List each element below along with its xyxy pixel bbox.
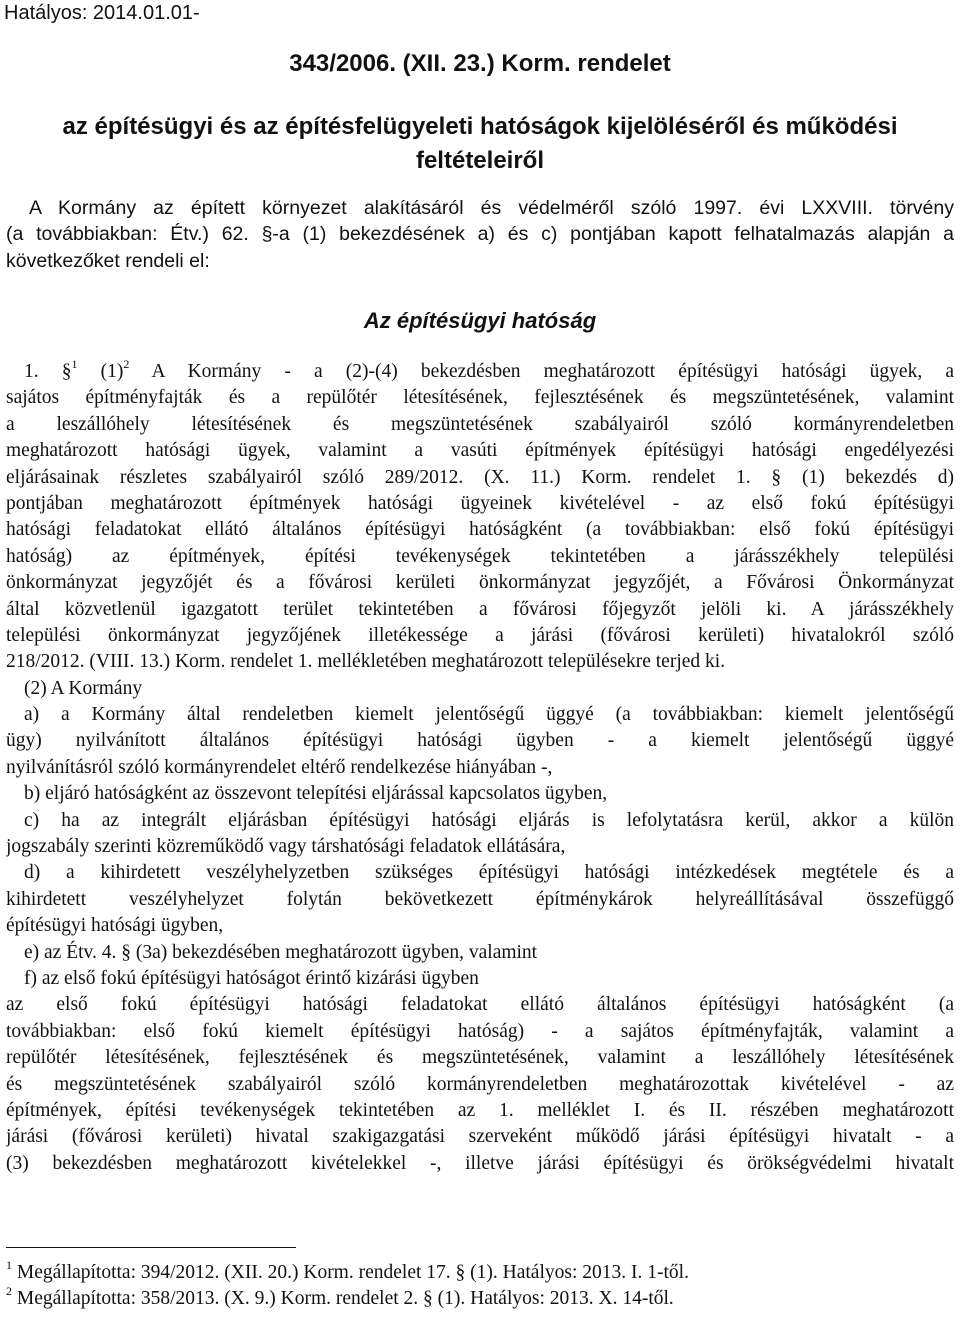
text-line: pontjában meghatározott építmények hatósági ügyeinek kivételével - az első fokú építésügyi: [6, 492, 954, 514]
preamble: [6, 196, 954, 275]
text-line: kihirdetett veszélyhelyzet folytán bekövetkezett építménykárok helyreállításával összefüggő: [6, 888, 954, 910]
text-line: továbbiakban: első fokú kiemelt építésügyi hatóság) - a sajátos építményfajták, valamint a: [6, 1020, 954, 1042]
preamble-line: (a továbbiakban: Étv.) 62. §-a (1) bekezdésének a) és c) pontjában kapott felhatalmazás alapján a: [6, 223, 954, 246]
text-line: építmények, építési tevékenységek tekintetében az 1. melléklet I. és II. részében meghatározott: [6, 1099, 954, 1121]
text-line: 218/2012. (VIII. 13.) Korm. rendelet 1. mellékletében meghatározott településekre terjed ki.: [6, 651, 726, 673]
footnotes: [6, 1260, 954, 1312]
text-line: járási (fővárosi kerületi) hivatal szakigazgatási szerveként működő járási építésügyi hivatalt - a: [6, 1126, 954, 1148]
text-line: önkormányzat jegyzőjét és a fővárosi kerületi önkormányzat jegyzőjét, a Fővárosi Önkormányzat: [6, 572, 954, 594]
text-line: települési önkormányzat jegyzőjének illetékessége a járási (fővárosi kerületi) hivatalokról szóló: [6, 624, 954, 646]
text-line: hatóság) az építmények, építési tevékenységek tekintetében a járásszékhely települési: [6, 545, 954, 567]
point-a: a) a Kormány által rendeletben kiemelt jelentőségű üggyé (a továbbiakban: kiemelt jelentőségű: [24, 704, 954, 726]
text-line: (3) bekezdésben meghatározott kivételekkel -, illetve járási építésügyi és örökségvédelmi hivatalt: [6, 1152, 954, 1174]
section-mark: 1. §: [24, 361, 72, 382]
effective-date: Hatályos: 2014.01.01-: [4, 2, 200, 24]
text-line: építésügyi hatósági ügyben,: [6, 915, 224, 937]
text-line: által közvetlenül igazgatott terület tekintetében a fővárosi főjegyzőt jelöli ki. A járásszékhely: [6, 598, 954, 620]
decree-number-title: 343/2006. (XII. 23.) Korm. rendelet: [289, 50, 671, 77]
footnote-1: [6, 1260, 954, 1286]
section-body: [6, 359, 954, 1177]
footnote-ref[interactable]: 1: [71, 359, 78, 371]
text-line: sajátos építményfajták és a repülőtér létesítésének, fejlesztésének és megszüntetésének, valamint: [6, 387, 954, 409]
point-f: f) az első fokú építésügyi hatóságot érintő kizárási ügyben: [24, 967, 479, 989]
text-line: meghatározott hatósági ügyek, valamint a vasúti építmények építésügyi hatósági engedélyezési: [6, 440, 954, 462]
paragraph-2-heading: (2) A Kormány: [24, 677, 143, 699]
text-line: repülőtér létesítésének, fejlesztésének és megszüntetésének, valamint a leszállóhely létesítésének: [6, 1047, 954, 1069]
text-line: hatósági feladatokat ellátó általános építésügyi hatóságként (a továbbiakban: első fokú építésügyi: [6, 519, 954, 541]
footnote-text: Megállapította: 394/2012. (XII. 20.) Korm. rendelet 17. § (1). Hatályos: 2013. I. 1-től.: [12, 1262, 689, 1283]
text-line: és megszüntetésének szabályairól szóló kormányrendeletben meghatározottak kivételével - az: [6, 1073, 954, 1095]
footnote-text: Megállapította: 358/2013. (X. 9.) Korm. rendelet 2. § (1). Hatályos: 2013. X. 14-től.: [12, 1288, 674, 1309]
section-heading: Az építésügyi hatóság: [363, 308, 597, 333]
footnote-number: 1: [6, 1260, 12, 1272]
footnote-ref[interactable]: 2: [123, 359, 130, 371]
text-line: nyilvánításról szóló kormányrendelet eltérő rendelkezése hiányában -,: [6, 756, 553, 778]
text-line: eljárásainak részletes szabályairól szóló 289/2012. (X. 11.) Korm. rendelet 1. § (1) bekezdés d): [6, 466, 954, 488]
point-c: c) ha az integrált eljárásban építésügyi hatósági eljárás is lefolytatásra kerül, akkor a külön: [24, 809, 954, 831]
point-d: d) a kihirdetett veszélyhelyzetben szükséges építésügyi hatósági intézkedések megtétele és a: [24, 862, 954, 884]
preamble-line: következőket rendeli el:: [6, 249, 210, 272]
paragraph-number: (1): [77, 361, 124, 382]
text-line: ügy) nyilvánított általános építésügyi hatósági ügyben - a kiemelt jelentőségű üggyé: [6, 730, 954, 752]
footnote-separator: [6, 1247, 296, 1248]
text-line: a leszállóhely létesítésének és megszüntetésének szabályairól szóló kormányrendeletben: [6, 413, 954, 435]
paragraph-1-first-line: [6, 359, 954, 385]
footnote-2: [6, 1286, 954, 1312]
text-line: az első fokú építésügyi hatósági feladatokat ellátó általános építésügyi hatóságként (a: [6, 994, 954, 1016]
footnote-number: 2: [6, 1286, 12, 1298]
preamble-line: A Kormány az épített környezet alakításáról és védelméről szóló 1997. évi LXXVIII. törvény: [29, 197, 954, 219]
text-line: jogszabály szerinti közreműködő vagy társhatósági feladatok ellátására,: [6, 836, 566, 858]
point-e: e) az Étv. 4. § (3a) bekezdésében meghatározott ügyben, valamint: [24, 941, 538, 963]
point-b: b) eljáró hatóságként az összevont telepítési eljárással kapcsolatos ügyben,: [24, 783, 608, 805]
text-line: A Kormány - a (2)-(4) bekezdésben meghatározott építésügyi hatósági ügyek, a: [129, 361, 954, 382]
decree-subject-title: az építésügyi és az építésfelügyeleti hatóságok kijelöléséről és működési feltételeiről: [62, 113, 898, 174]
